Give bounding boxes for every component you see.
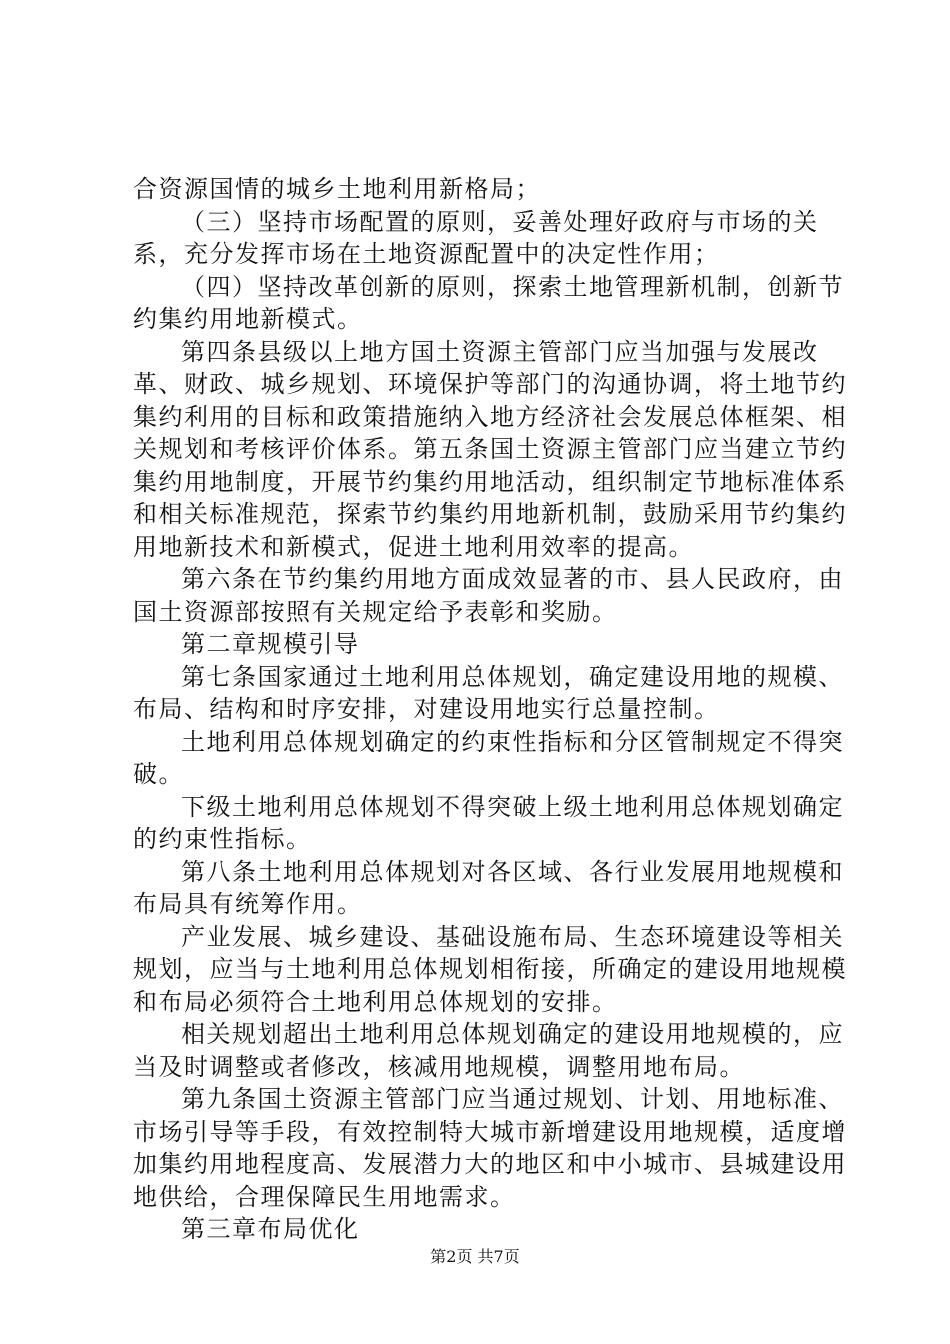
paragraph-8: 土地利用总体规划确定的约束性指标和分区管制规定不得突破。 [133, 727, 844, 788]
paragraph-10: 第八条土地利用总体规划对各区域、各行业发展用地规模和布局具有统筹作用。 [133, 857, 844, 918]
chapter-heading-3: 第三章布局优化 [181, 1215, 360, 1243]
paragraph-1: 合资源国情的城乡土地利用新格局； [133, 175, 541, 203]
document-body [133, 173, 853, 1246]
paragraph-2: （三）坚持市场配置的原则，妥善处理好政府与市场的关系，充分发挥市场在土地资源配置中的决定性作用； [133, 207, 819, 268]
paragraph-7: 第七条国家通过土地利用总体规划，确定建设用地的规模、布局、结构和时序安排，对建设用地实行总量控制。 [133, 662, 844, 723]
paragraph-5: 第六条在节约集约用地方面成效显著的市、县人民政府，由国土资源部按照有关规定给予表彰和奖励。 [133, 565, 844, 626]
paragraph-11: 产业发展、城乡建设、基础设施布局、生态环境建设等相关规划，应当与土地利用总体规划相衔接，所确定的建设用地规模和布局必须符合土地利用总体规划的安排。 [133, 922, 847, 1016]
paragraph-4: 第四条县级以上地方国土资源主管部门应当加强与发展改革、财政、城乡规划、环境保护等部门的沟通协调，将土地节约集约利用的目标和政策措施纳入地方经济社会发展总体框架、相关规划和考核评价体系。第五条国土资源主管部门应当建立节约集约用地制度，开展节约集约用地活动，组织制定节地标准体系和相关标准规范，探索节约集约用地新机制，鼓励采用节约集约用地新技术和新模式，促进土地利用效率的提高。 [133, 337, 847, 561]
paragraph-13: 第九条国土资源主管部门应当通过规划、计划、用地标准、市场引导等手段，有效控制特大城市新增建设用地规模，适度增加集约用地程度高、发展潜力大的地区和中小城市、县城建设用地供给，合理保障民生用地需求。 [133, 1085, 847, 1211]
page-footer: 第2页 共7页 [430, 1247, 520, 1266]
paragraph-3: （四）坚持改革创新的原则，探索土地管理新机制，创新节约集约用地新模式。 [133, 272, 844, 333]
chapter-heading-2: 第二章规模引导 [181, 630, 360, 658]
paragraph-9: 下级土地利用总体规划不得突破上级土地利用总体规划确定的约束性指标。 [133, 792, 844, 853]
paragraph-12: 相关规划超出土地利用总体规划确定的建设用地规模的，应当及时调整或者修改，核减用地规模，调整用地布局。 [133, 1020, 844, 1081]
